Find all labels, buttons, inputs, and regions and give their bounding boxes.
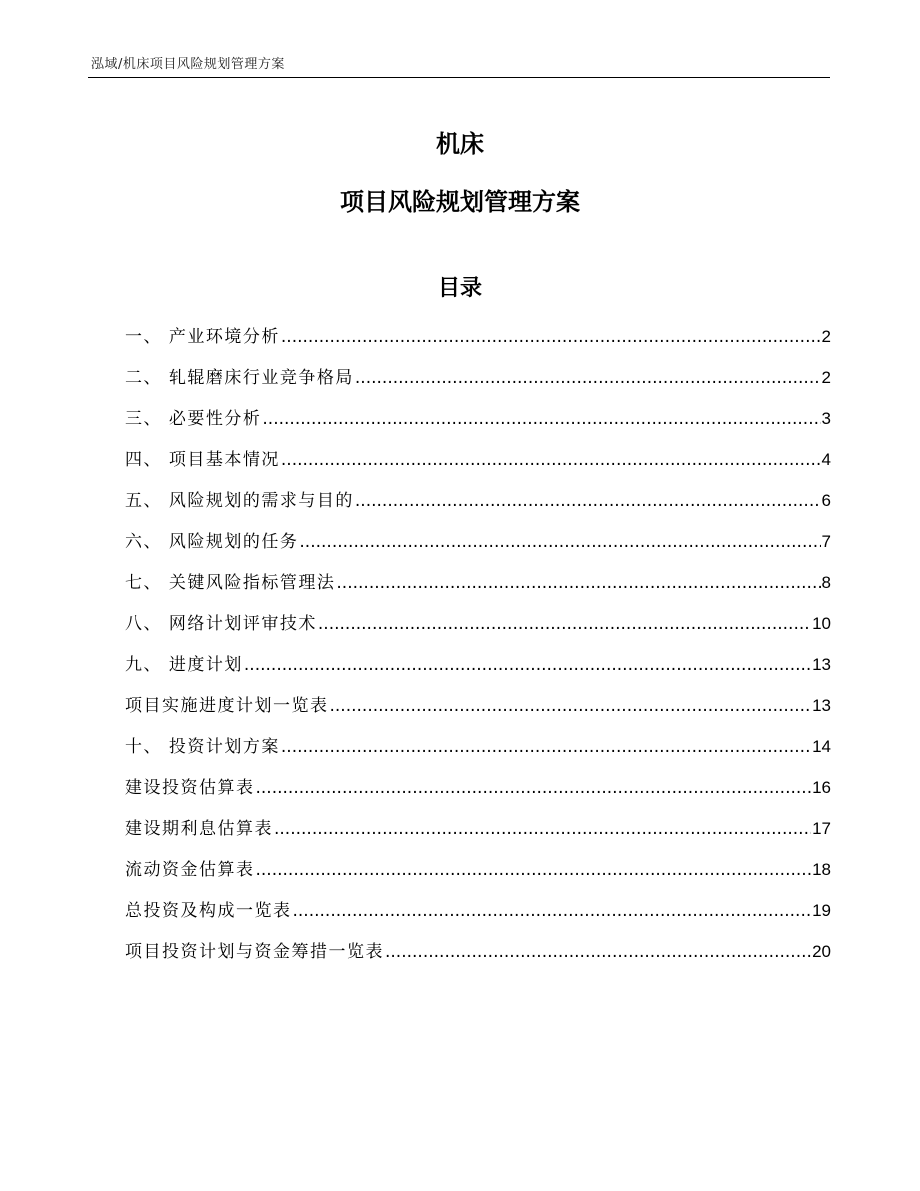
toc-entry-title: 三、 必要性分析 [125, 409, 262, 429]
toc-entry[interactable] [125, 528, 831, 569]
toc-entry[interactable] [125, 446, 831, 487]
toc-entry-title: 建设投资估算表 [125, 778, 255, 798]
toc-dot-leader [355, 487, 821, 515]
toc-entry-page-number: 18 [812, 860, 831, 879]
toc-entry-title: 项目投资计划与资金筹措一览表 [125, 942, 384, 962]
toc-dot-leader [281, 446, 821, 474]
toc-entry-title: 五、 风险规划的需求与目的 [125, 491, 354, 511]
toc-dot-leader [262, 405, 820, 433]
toc-dot-leader [336, 569, 820, 597]
toc-entry[interactable] [125, 815, 831, 856]
toc-entry-title: 一、 产业环境分析 [125, 327, 280, 347]
toc-entry[interactable] [125, 733, 831, 774]
toc-dot-leader [256, 856, 812, 884]
toc-heading: 目录 [437, 276, 482, 301]
toc-entry-page-number: 14 [812, 737, 831, 756]
toc-entry-page-number: 13 [812, 655, 831, 674]
toc-entry-page-number: 2 [821, 368, 831, 387]
toc-entry-title: 七、 关键风险指标管理法 [125, 573, 336, 593]
toc-entry[interactable] [125, 487, 831, 528]
toc-entry[interactable] [125, 610, 831, 651]
toc-dot-leader [355, 364, 821, 392]
toc-entry-page-number: 7 [821, 532, 831, 551]
document-title-line-1: 机床 [436, 130, 484, 158]
toc-entry[interactable] [125, 323, 831, 364]
toc-entry-page-number: 16 [812, 778, 831, 797]
toc-entry[interactable] [125, 774, 831, 815]
toc-entry-title: 六、 风险规划的任务 [125, 532, 299, 552]
toc-entry-title: 建设期利息估算表 [125, 819, 273, 839]
toc-entry-title: 八、 网络计划评审技术 [125, 614, 317, 634]
toc-dot-leader [281, 733, 811, 761]
toc-entry-page-number: 19 [812, 901, 831, 920]
toc-entry-page-number: 20 [812, 942, 831, 961]
toc-dot-leader [330, 692, 812, 720]
header-divider [88, 77, 830, 78]
toc-entry-page-number: 10 [812, 614, 831, 633]
toc-dot-leader [385, 938, 811, 966]
toc-entry-page-number: 3 [821, 409, 831, 428]
toc-dot-leader [256, 774, 812, 802]
toc-entry-title: 项目实施进度计划一览表 [125, 696, 329, 716]
toc-entry[interactable] [125, 856, 831, 897]
toc-dot-leader [299, 528, 820, 556]
toc-dot-leader [244, 651, 811, 679]
toc-entry-title: 二、 轧辊磨床行业竞争格局 [125, 368, 354, 388]
page-header-breadcrumb: 泓域/机床项目风险规划管理方案 [91, 57, 285, 72]
toc-entry-page-number: 13 [812, 696, 831, 715]
toc-entry[interactable] [125, 897, 831, 938]
table-of-contents [125, 323, 831, 979]
toc-entry-title: 九、 进度计划 [125, 655, 243, 675]
toc-dot-leader [274, 815, 811, 843]
toc-dot-leader [318, 610, 811, 638]
toc-entry-page-number: 6 [821, 491, 831, 510]
toc-entry[interactable] [125, 364, 831, 405]
toc-entry[interactable] [125, 651, 831, 692]
toc-dot-leader [293, 897, 812, 925]
toc-entry[interactable] [125, 692, 831, 733]
toc-entry-page-number: 2 [821, 327, 831, 346]
toc-entry-title: 总投资及构成一览表 [125, 901, 292, 921]
toc-entry-title: 十、 投资计划方案 [125, 737, 280, 757]
toc-entry-page-number: 17 [812, 819, 831, 838]
toc-dot-leader [281, 323, 821, 351]
toc-entry-page-number: 8 [821, 573, 831, 592]
toc-entry[interactable] [125, 569, 831, 610]
toc-entry[interactable] [125, 405, 831, 446]
toc-entry-title: 流动资金估算表 [125, 860, 255, 880]
toc-entry-title: 四、 项目基本情况 [125, 450, 280, 470]
document-title-line-2: 项目风险规划管理方案 [340, 188, 580, 216]
toc-entry-page-number: 4 [821, 450, 831, 469]
toc-entry[interactable] [125, 938, 831, 979]
